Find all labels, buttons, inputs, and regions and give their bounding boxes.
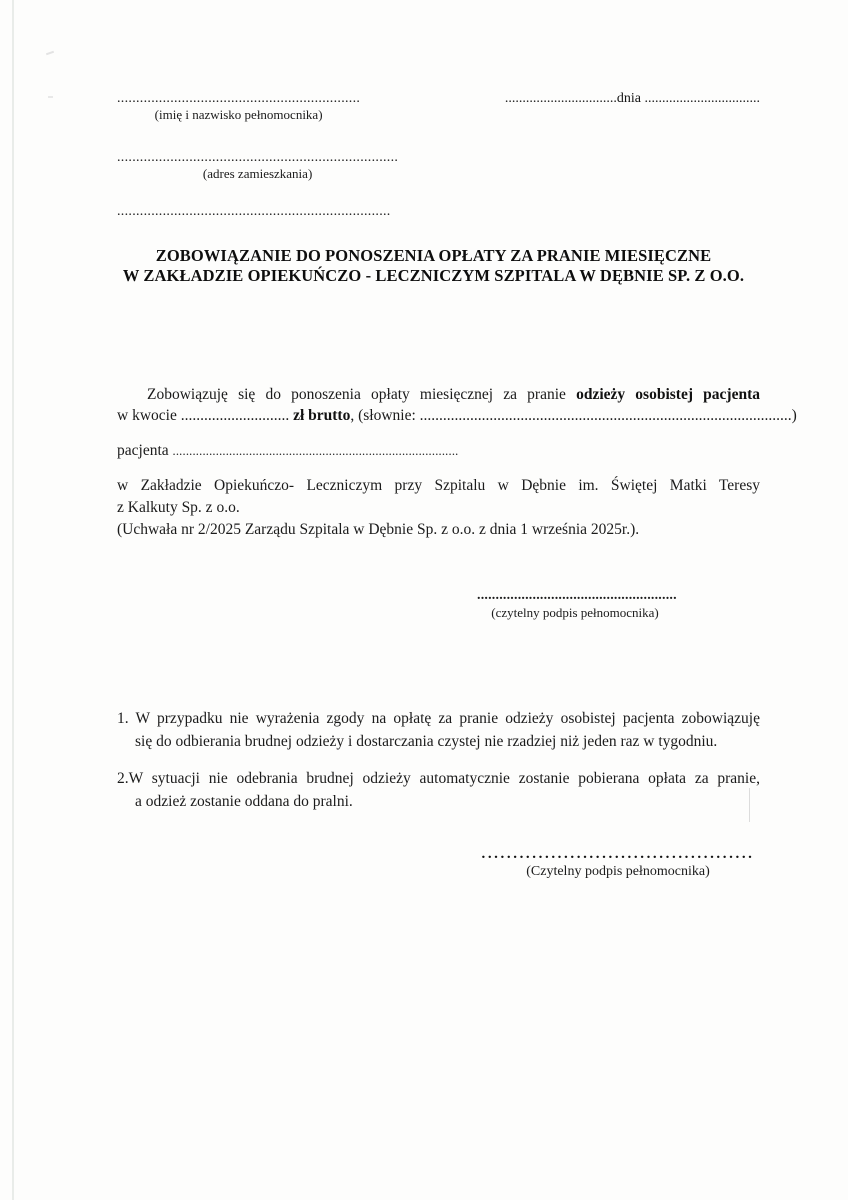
patient-field (117, 441, 760, 461)
facility-line2: z Kalkuty Sp. z o.o. (117, 499, 240, 516)
signature-bottom-caption: (Czytelny podpis pełnomocnika) (526, 864, 710, 879)
resolution-note: (Uchwała nr 2/2025 Zarządu Szpitala w Dębnie Sp. z o.o. z dnia 1 września 2025r.). (117, 521, 640, 538)
date-field: ................................dnia ................................. (504, 91, 760, 106)
document-header (117, 0, 760, 123)
term-2-line2: a odzież zostanie oddana do pralni. (135, 793, 353, 810)
term-2-line1: 2.W sytuacji nie odebrania brudnej odzieży automatycznie zostanie pobierana opłata za pranie, (117, 770, 760, 787)
declaration-line1 (117, 384, 760, 405)
signature-block-mid (477, 587, 677, 621)
scan-speck-artifact (48, 96, 53, 98)
declaration-line2 (117, 405, 797, 426)
address-blank-line: .......................................................................... (117, 150, 399, 165)
declaration-bold-clothing: odzieży osobistej pacjenta (576, 386, 760, 403)
amount-words-blank: , (słownie: ................................................................................................) (350, 407, 797, 424)
signature-mid-blank-line: ...................................................... (477, 588, 677, 603)
address-caption: (adres zamieszkania) (202, 166, 313, 181)
attorney-name-blank-line: ................................................................ (117, 91, 361, 106)
amount-blank: w kwocie ............................ (117, 407, 294, 424)
facility-paragraph (117, 475, 760, 541)
term-item-1 (117, 707, 760, 753)
patient-blank-line: ...................................................................................... (172, 444, 459, 458)
declaration-bold-gross: zł brutto (293, 407, 351, 424)
scan-speck-artifact (46, 51, 54, 56)
attorney-name-caption: (imię i nazwisko pełnomocnika) (154, 107, 323, 122)
declaration-paragraph (117, 384, 797, 426)
signature-block-bottom (475, 845, 761, 881)
address-field (117, 149, 398, 182)
term-1-line2: się do odbierania brudnej odzieży i dostarczania czystej nie rzadziej niż jeden raz w tygodniu. (135, 733, 718, 750)
facility-line1: w Zakładzie Opiekuńczo- Leczniczym przy Szpitalu w Dębnie im. Świętej Matki Teresy (117, 477, 760, 494)
terms-list (117, 707, 760, 813)
document-title (95, 246, 772, 286)
declaration-text: Zobowiązuję się do ponoszenia opłaty miesięcznej za pranie (147, 386, 577, 403)
signature-bottom-blank-line: ........................................... (481, 846, 755, 862)
patient-label: pacjenta (117, 442, 173, 459)
term-1-line1: 1. W przypadku nie wyrażenia zgody na opłatę za pranie odzieży osobistej pacjenta zobowiązuję (117, 710, 760, 727)
scan-edge-artifact (12, 0, 14, 1200)
document-title-line2: W ZAKŁADZIE OPIEKUŃCZO - LECZNICZYM SZPITALA W DĘBNIE SP. Z O.O. (122, 266, 745, 285)
attorney-name-field (117, 90, 360, 123)
document-content (117, 0, 797, 881)
extra-blank-line: ........................................................................ (117, 204, 391, 219)
document-title-line1: ZOBOWIĄZANIE DO PONOSZENIA OPŁATY ZA PRANIE MIESIĘCZNE (155, 246, 712, 265)
signature-mid-caption: (czytelny podpis pełnomocnika) (491, 605, 659, 620)
term-item-2 (117, 767, 760, 813)
